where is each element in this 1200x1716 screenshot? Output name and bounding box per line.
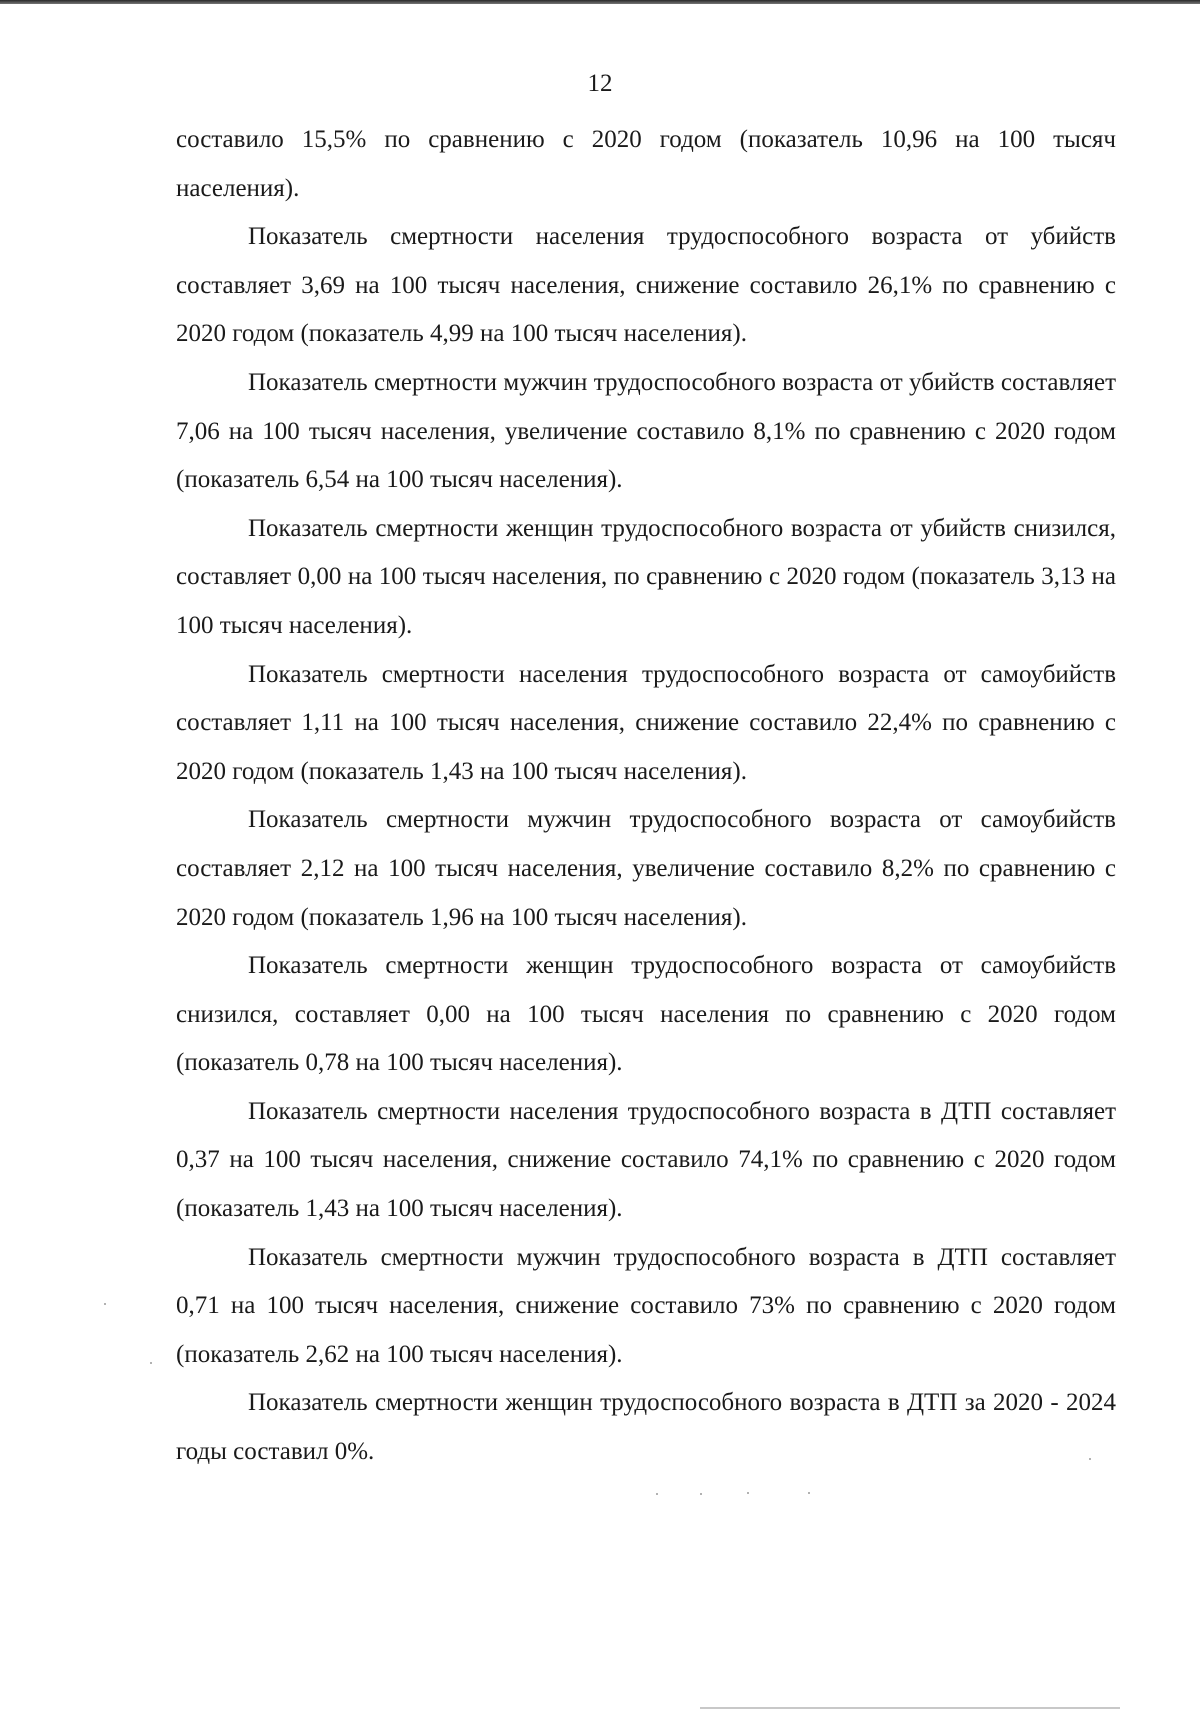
scan-speck — [747, 1492, 749, 1494]
scan-speck — [656, 1493, 658, 1495]
paragraph-murder-men: Показатель смертности мужчин трудоспособного возраста от убийств составляет 7,06 на 100 тысяч населения, увеличение составило 8,1% по сравнению с 2020 годом (показатель 6,54 на 100 тысяч населения). — [176, 368, 1116, 494]
paragraph-murder-population: Показатель смертности населения трудоспособного возраста от убийств составляет 3,69 на 100 тысяч населения, снижение составило 26,1% по сравнению с 2020 годом (показатель 4,99 на 100 тысяч населения). — [176, 223, 1116, 348]
scan-speck — [808, 1492, 810, 1494]
scan-speck — [104, 1303, 106, 1305]
scan-speck — [700, 1493, 702, 1495]
paragraph-continuation: составило 15,5% по сравнению с 2020 годом (показатель 10,96 на 100 тысяч населения). — [176, 126, 1116, 202]
page-number: 12 — [587, 70, 613, 97]
paragraph-traffic-men: Показатель смертности мужчин трудоспособного возраста в ДТП составляет 0,71 на 100 тысяч населения, снижение составило 73% по сравнению с 2020 годом (показатель 2,62 на 100 тысяч населения). — [176, 1243, 1116, 1368]
scan-speck — [1089, 1458, 1091, 1460]
paragraph-suicide-population: Показатель смертности населения трудоспособного возраста от самоубийств составляет 1,11 на 100 тысяч населения, снижение составило 22,4% по сравнению с 2020 годом (показатель 1,43 на 100 тысяч населения). — [176, 660, 1116, 785]
paragraph-traffic-population: Показатель смертности населения трудоспособного возраста в ДТП составляет 0,37 на 100 тысяч населения, снижение составило 74,1% по сравнению с 2020 годом (показатель 1,43 на 100 тысяч населения). — [176, 1097, 1116, 1223]
paragraph-suicide-men: Показатель смертности мужчин трудоспособного возраста от самоубийств составляет 2,12 на 100 тысяч населения, увеличение составило 8,2% по сравнению с 2020 годом (показатель 1,96 на 100 тысяч населения). — [176, 806, 1116, 931]
paragraph-traffic-women: Показатель смертности женщин трудоспособного возраста в ДТП за 2020 - 2024 годы составил 0%. — [176, 1389, 1116, 1466]
scan-speck — [150, 1362, 152, 1364]
document-body — [176, 116, 1116, 1477]
paragraph-suicide-women: Показатель смертности женщин трудоспособного возраста от самоубийств снизился, составляет 0,00 на 100 тысяч населения по сравнению с 2020 годом (показатель 0,78 на 100 тысяч населения). — [176, 952, 1116, 1077]
paragraph-murder-women: Показатель смертности женщин трудоспособного возраста от убийств снизился, составляет 0,00 на 100 тысяч населения, по сравнению с 2020 годом (показатель 3,13 на 100 тысяч населения). — [176, 514, 1116, 639]
scan-bottom-edge — [700, 1707, 1120, 1709]
scan-top-edge — [0, 0, 1200, 4]
